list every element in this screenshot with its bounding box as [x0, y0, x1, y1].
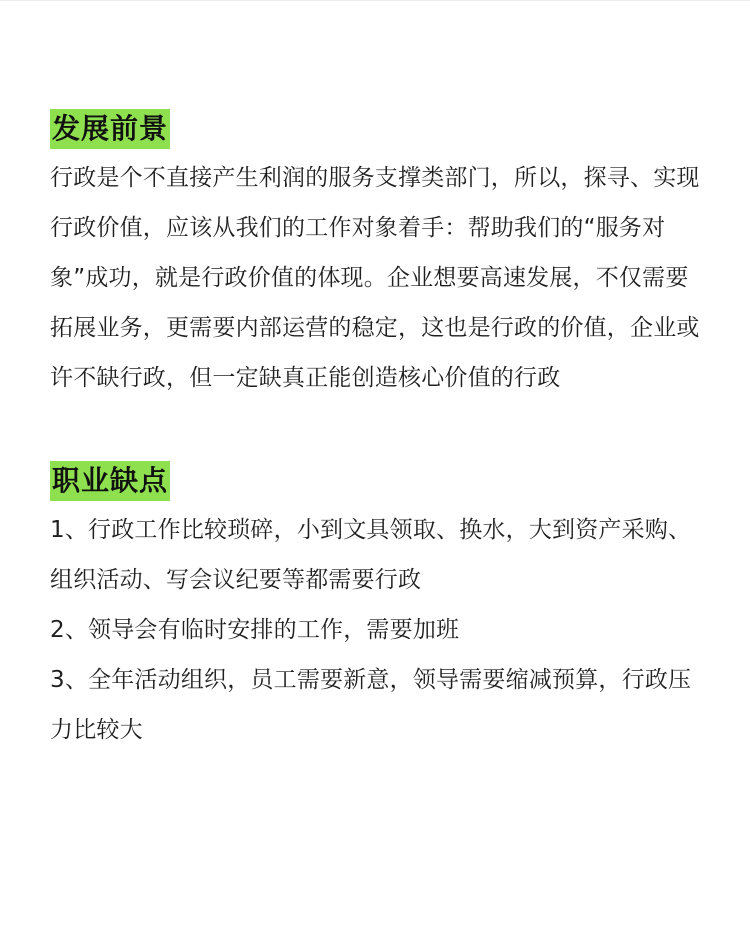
list-item: 2、领导会有临时安排的工作，需要加班	[50, 617, 460, 643]
list-item: 1、行政工作比较琐碎，小到文具领取、换水，大到资产采购、组织活动、写会议纪要等都需要行政	[50, 517, 692, 593]
drawbacks-list	[50, 505, 710, 755]
list-item: 3、全年活动组织，员工需要新意，领导需要缩减预算，行政压力比较大	[50, 667, 692, 743]
section-heading-drawbacks: 职业缺点	[50, 461, 170, 501]
prospects-paragraph: 行政是个不直接产生利润的服务支撑类部门，所以，探寻、实现行政价值，应该从我们的工作对象着手：帮助我们的“服务对象”成功，就是行政价值的体现。企业想要高速发展，不仅需要拓展业务，更需要内部运营的稳定，这也是行政的价值，企业或许不缺行政，但一定缺真正能创造核心价值的行政	[50, 165, 700, 391]
section-heading-prospects: 发展前景	[50, 109, 170, 149]
section-career-drawbacks	[50, 461, 710, 755]
section-career-prospects	[50, 109, 710, 403]
